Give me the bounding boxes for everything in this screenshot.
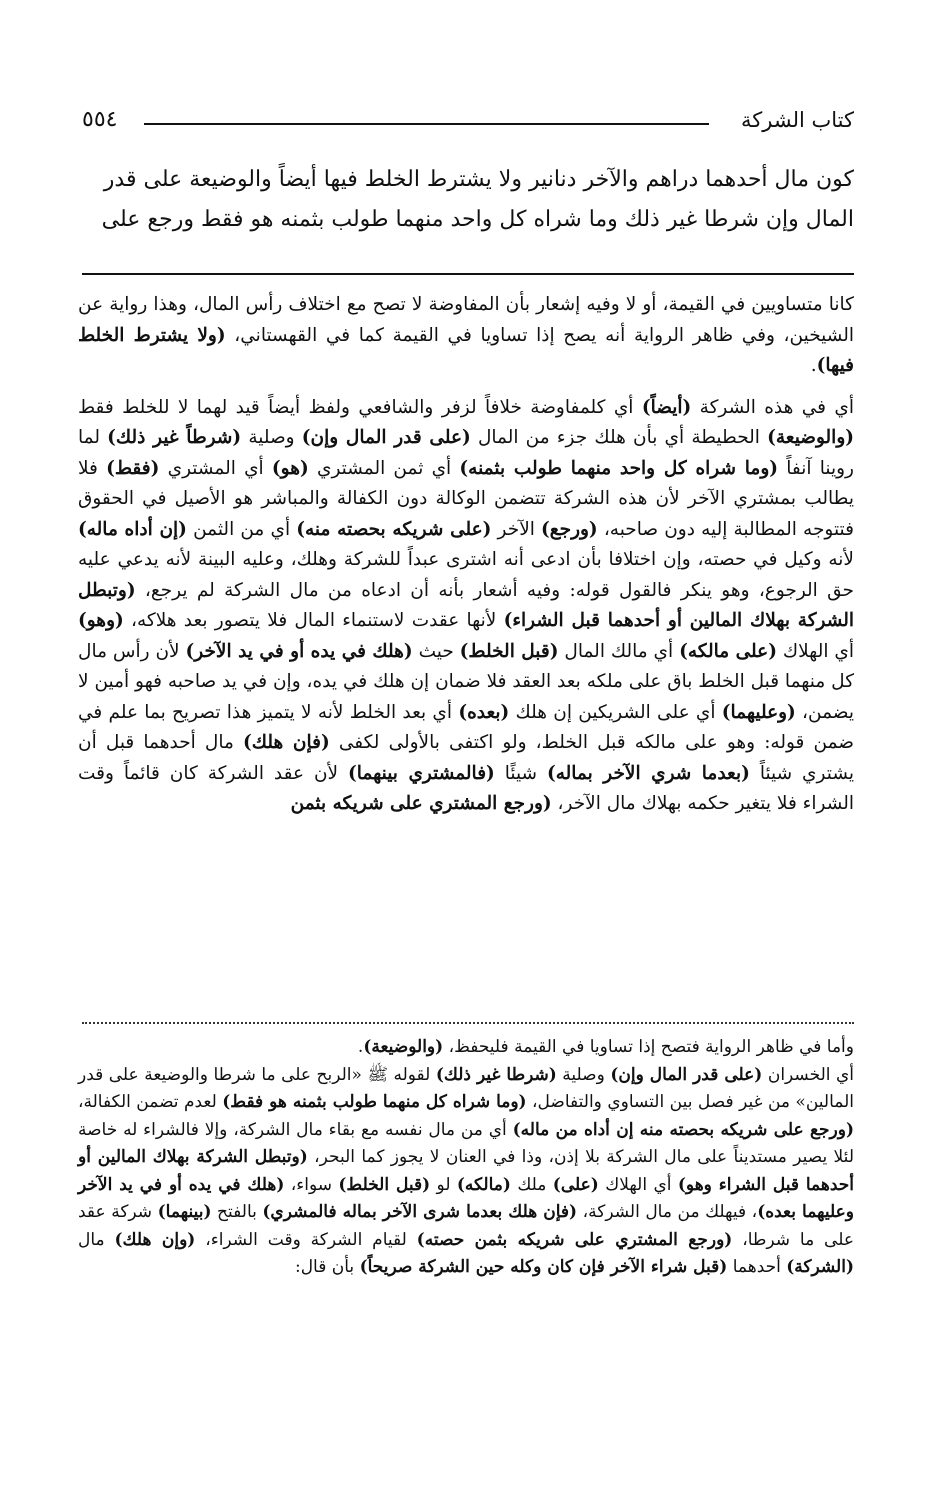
text-run: أي المشتري: [159, 457, 272, 479]
text-run: مال أحدهما قبل أن يشتري شيئاً: [78, 732, 854, 784]
text-run: شيئًا: [494, 762, 547, 784]
text-run: حيث: [412, 640, 460, 662]
text-run: لقوله ﷺ «الربح على ما شرطا والوضيعة على قدر المالين» من غير فصل بين التساوي والتفاضل،: [78, 1064, 854, 1112]
text-run: لأنه وكيل في حصته، وإن اختلافا بأن ادعى أنه اشترى عبداً للشركة وهلك، وعليه البينة لأنه يدعي عليه حق الرجوع، وهو ينكر فالقول قوله: وفيه أشعار بأنه أن ادعاه من مال الشركة لم يرجع،: [78, 549, 854, 601]
text-run: أي من مال نفسه مع بقاء مال الشركة، وإلا فالشراء له خاصة لئلا يصير مستديناً على مال الشركة بلا إذن، وذا في العنان لا يجوز كما البحر،: [78, 1119, 854, 1167]
quoted-matn: (بعدما شري الآخر بماله): [546, 762, 750, 784]
quoted-matn: (قبل الخلط): [338, 1174, 431, 1195]
quoted-matn: (قبل شراء الآخر فإن كان وكله حين الشركة صريحاً): [359, 1257, 728, 1277]
quoted-matn: (هو): [271, 457, 309, 479]
quoted-matn: (ورجع): [541, 518, 598, 540]
quoted-matn: (فالمشتري بينهما): [348, 762, 495, 784]
text-run: أي ثمن المشتري: [308, 457, 460, 479]
quoted-matn: (وإن هلك): [114, 1229, 196, 1250]
text-run: أي من الثمن: [186, 518, 297, 540]
quoted-matn: (وهو): [78, 610, 124, 631]
commentary-text: [78, 290, 854, 820]
text-run: بأن قال:: [294, 1257, 360, 1277]
text-run: وأما في ظاهر الرواية فتصح إذا تساويا في القيمة فليحفظ،: [443, 1037, 854, 1057]
quoted-matn: (وتبطل الشركة بهلاك المالين أو أحدهما قبل الشراء وهو): [78, 1147, 855, 1195]
header-rule: [144, 123, 709, 125]
quoted-matn: (وما شراه كل واحد منهما طولب بثمنه): [459, 457, 779, 479]
text-run: لو: [430, 1174, 457, 1195]
quoted-matn: (فإن هلك بعدما شرى الآخر بماله فالمشري): [262, 1202, 578, 1222]
quoted-matn: (بينهما): [157, 1202, 212, 1222]
page-number: ٥٥٤: [82, 107, 118, 132]
quoted-matn: (فإن هلك): [242, 732, 330, 753]
text-run: أي الهلاك: [598, 1174, 678, 1195]
text-run: لأن رأس مال كل منهما قبل الخلط باق على ملكه بعد العقد فلا ضمان إن هلك في يده، وإن في يد صاحبه فهو أمين لا يضمن،: [78, 640, 854, 723]
quoted-matn: (ورجع على شريكه بحصته منه إن أداه من ماله): [512, 1119, 855, 1140]
matn-line: المال وإن شرطا غير ذلك وما شراه كل واحد منهما طولب بثمنه هو فقط ورجع على: [101, 207, 854, 232]
text-run: فلا يطالب بمشتري الآخر لأن هذه الشركة تتضمن الوكالة دون الكفالة والمباشر هو الأصيل في الحقوق فتتوجه المطالبة إليه دون صاحبه،: [78, 457, 854, 540]
quoted-matn: (وتبطل الشركة بهلاك المالين أو أحدهما قبل الشراء): [78, 579, 854, 631]
quoted-matn: (والوضيعة): [363, 1037, 444, 1057]
running-title: كتاب الشركة: [741, 108, 854, 132]
quoted-matn: (فقط): [106, 457, 160, 479]
text-run: مال: [78, 1229, 115, 1250]
commentary-paragraph: [78, 290, 854, 382]
text-run: شركة عقد على ما شرطا،: [78, 1202, 854, 1250]
text-run: لما روينا آنفاً: [78, 427, 854, 479]
text-run: لقيام الشركة وقت الشراء،: [195, 1229, 417, 1250]
quoted-matn: (ورجع المشتري على شريكه بثمن: [290, 793, 552, 814]
text-run: ملك: [510, 1174, 553, 1195]
matn-line: كون مال أحدهما دراهم والآخر دنانير ولا يشترط الخلط فيها أيضاً والوضيعة على قدر: [103, 167, 854, 192]
gloss-paragraph: [78, 1062, 854, 1282]
text-run: الآخر: [491, 518, 542, 540]
quoted-matn: (والوضيعة): [767, 427, 855, 448]
matn-commentary-divider: [82, 273, 854, 275]
text-run: كانا متساويين في القيمة، أو لا وفيه إشعار بأن المفاوضة لا تصح مع اختلاف رأس المال، وهذا رواية عن الشيخين، وفي ظاهر الرواية أنه يصح إذا تساويا في القيمة كما في القهستاني،: [78, 294, 854, 346]
text-run: ، فيهلك من مال الشركة،: [577, 1202, 758, 1222]
text-run: أحدهما: [727, 1257, 787, 1277]
quoted-matn: (على قدر المال وإن): [301, 427, 471, 448]
text-run: أي على الشريكين إن هلك: [509, 701, 722, 723]
quoted-matn: (على شريكه بحصته منه): [296, 518, 492, 540]
quoted-matn: (وما شراه كل منهما طولب بثمنه هو فقط): [222, 1092, 527, 1112]
quoted-matn: (أيضاً): [641, 396, 692, 418]
matn-text: [78, 160, 854, 240]
text-run: لأن عقد الشركة كان قائماً وقت الشراء فلا يتغير حكمه بهلاك مال الآخر،: [78, 762, 854, 814]
quoted-matn: (على): [552, 1174, 599, 1195]
quoted-matn: (إن أداه ماله): [78, 518, 187, 540]
quoted-matn: (على قدر المال وإن): [610, 1064, 763, 1085]
text-run: لأنها عقدت لاستنماء المال فلا يتصور بعد هلاكه،: [123, 610, 504, 631]
text-run: أي الهلاك: [776, 640, 855, 662]
quoted-matn: (ورجع المشتري على شريكه بثمن حصته): [416, 1229, 733, 1250]
text-run: الحطيطة أي بأن هلك جزء من المال: [470, 427, 768, 448]
footnote-separator: [82, 1022, 854, 1024]
quoted-matn: (ولا يشترط الخلط فيها): [78, 324, 854, 376]
gloss-paragraph: [78, 1034, 854, 1062]
text-run: أي في هذه الشركة: [691, 396, 854, 418]
quoted-matn: (قبل الخلط): [459, 640, 559, 662]
text-run: وصلية: [241, 427, 302, 448]
text-run: أي الخسران: [762, 1064, 855, 1085]
text-run: .: [810, 355, 817, 376]
text-run: وصلية: [556, 1064, 611, 1085]
page-header: [82, 103, 854, 137]
text-run: .: [357, 1037, 364, 1057]
quoted-matn: (هلك في يده أو في يد الآخر وعليهما بعده): [78, 1174, 855, 1222]
quoted-matn: (وعليهما): [721, 701, 796, 723]
text-run: أي كلمفاوضة خلافاً لزفر والشافعي ولفظ أيضاً قيد لهما لا للخلط فقط: [78, 396, 642, 418]
text-run: سواء،: [284, 1174, 339, 1195]
text-run: أي مالك المال: [558, 640, 680, 662]
quoted-matn: (هلك في يده أو في يد الآخر): [185, 640, 413, 662]
quoted-matn: (شرطا غير ذلك): [435, 1064, 557, 1085]
quoted-matn: (على مالكه): [679, 640, 777, 662]
quoted-matn: (مالكه): [456, 1174, 511, 1195]
text-run: لعدم تضمن الكفالة،: [78, 1092, 223, 1112]
quoted-matn: (شرطاً غير ذلك): [107, 427, 242, 448]
quoted-matn: (الشركة): [786, 1257, 854, 1277]
commentary-paragraph: [78, 393, 854, 820]
marginal-gloss-text: [78, 1034, 854, 1282]
text-run: بالفتح: [211, 1202, 263, 1222]
quoted-matn: (بعده): [458, 701, 510, 723]
text-run: أي بعد الخلط لأنه لا يتميز هذا تصريح بما علم في ضمن قوله: وهو على مالكه قبل الخلط، ولو اكتفى بالأولى لكفى: [78, 701, 854, 753]
